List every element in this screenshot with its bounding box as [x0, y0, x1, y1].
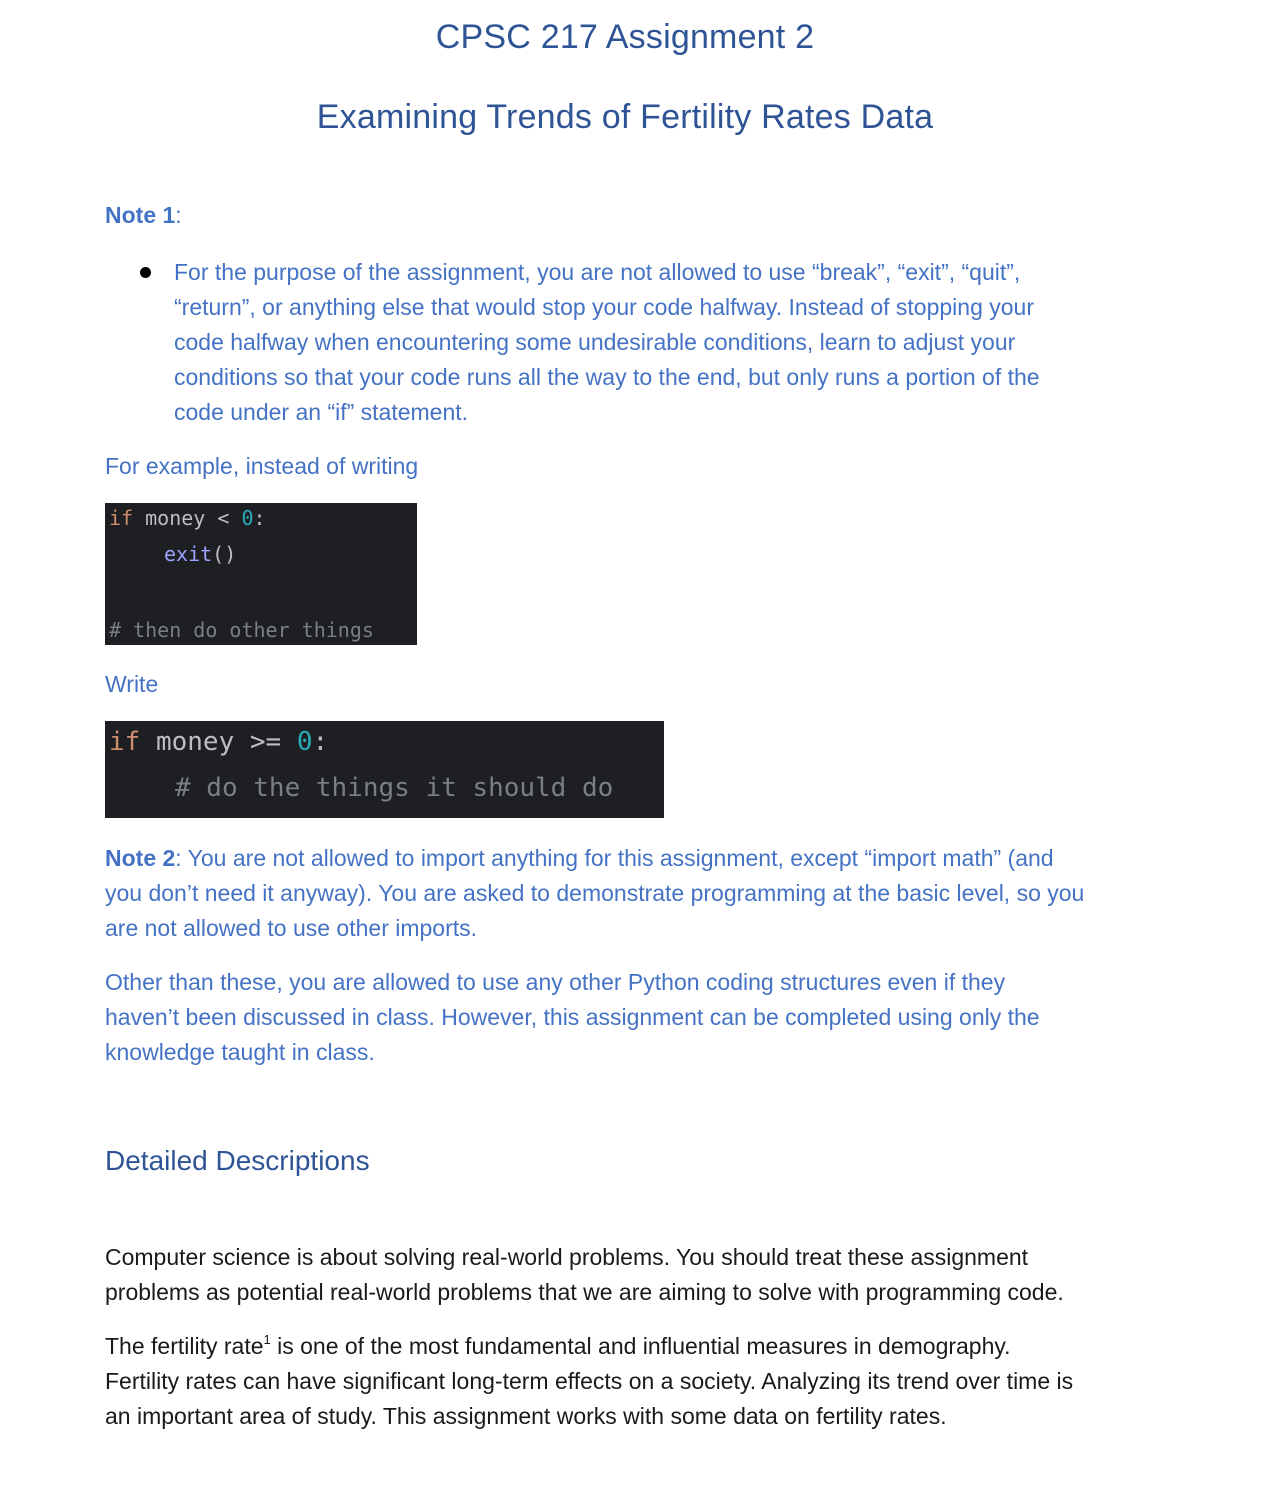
code-comment: # then do other things [109, 618, 374, 642]
bullet-dot-icon [140, 267, 151, 278]
code-block-bad [105, 503, 417, 645]
section-heading: Detailed Descriptions [105, 1145, 370, 1176]
code-block-good [105, 721, 664, 818]
note2-label: Note 2 [105, 845, 176, 871]
code-comment: # do the things it should do [175, 773, 614, 803]
write-label: Write [105, 671, 159, 697]
other-paragraph: Other than these, you are allowed to use any other Python coding structures even if they haven’t been discussed in class. However, this assignment can be completed using only the knowledge taught in class. [105, 969, 1040, 1065]
document-title: CPSC 217 Assignment 2 [435, 18, 815, 56]
note1-line: code halfway when encountering some undesirable conditions, learn to adjust your [174, 329, 1016, 355]
example-intro: For example, instead of writing [105, 453, 419, 479]
note1-line: For the purpose of the assignment, you are not allowed to use “break”, “exit”, “quit”, [174, 259, 1021, 285]
note1-line: “return”, or anything else that would stop your code halfway. Instead of stopping your [174, 294, 1035, 320]
document-subtitle: Examining Trends of Fertility Rates Data [316, 98, 934, 136]
desc-paragraph-1: Computer science is about solving real-world problems. You should treat these assignment problems as potential real-world problems that we are aiming to solve with programming code. [105, 1244, 1064, 1305]
note2-paragraph: Note 2: You are not allowed to import anything for this assignment, except “import math” (and you don’t need it anyway). You are asked to demonstrate programming at the basic level, so you are not allowed to use other imports. [105, 845, 1085, 941]
note1-label: Note 1 [105, 202, 176, 228]
note1-line: conditions so that your code runs all the way to the end, but only runs a portion of the [174, 364, 1040, 390]
note1-bullet-text [174, 255, 1134, 430]
code-line: if money >= 0: [109, 727, 329, 757]
note1-line: code under an “if” statement. [174, 399, 469, 425]
note1-heading [105, 198, 182, 233]
code-line: exit() [164, 542, 237, 566]
code-line: if money < 0: [109, 506, 266, 530]
note1-colon: : [175, 202, 182, 228]
desc-paragraph-2: The fertility rate$^1$ is one of the most fundamental and influential measures in demography. Fertility rates can have significant long-term effects on a society. Analyzing its trend over time is an important area of study. This assignment works with some data on fertility rates. [105, 1332, 1074, 1429]
footnote-marker[interactable]: 1 [263, 1332, 271, 1348]
